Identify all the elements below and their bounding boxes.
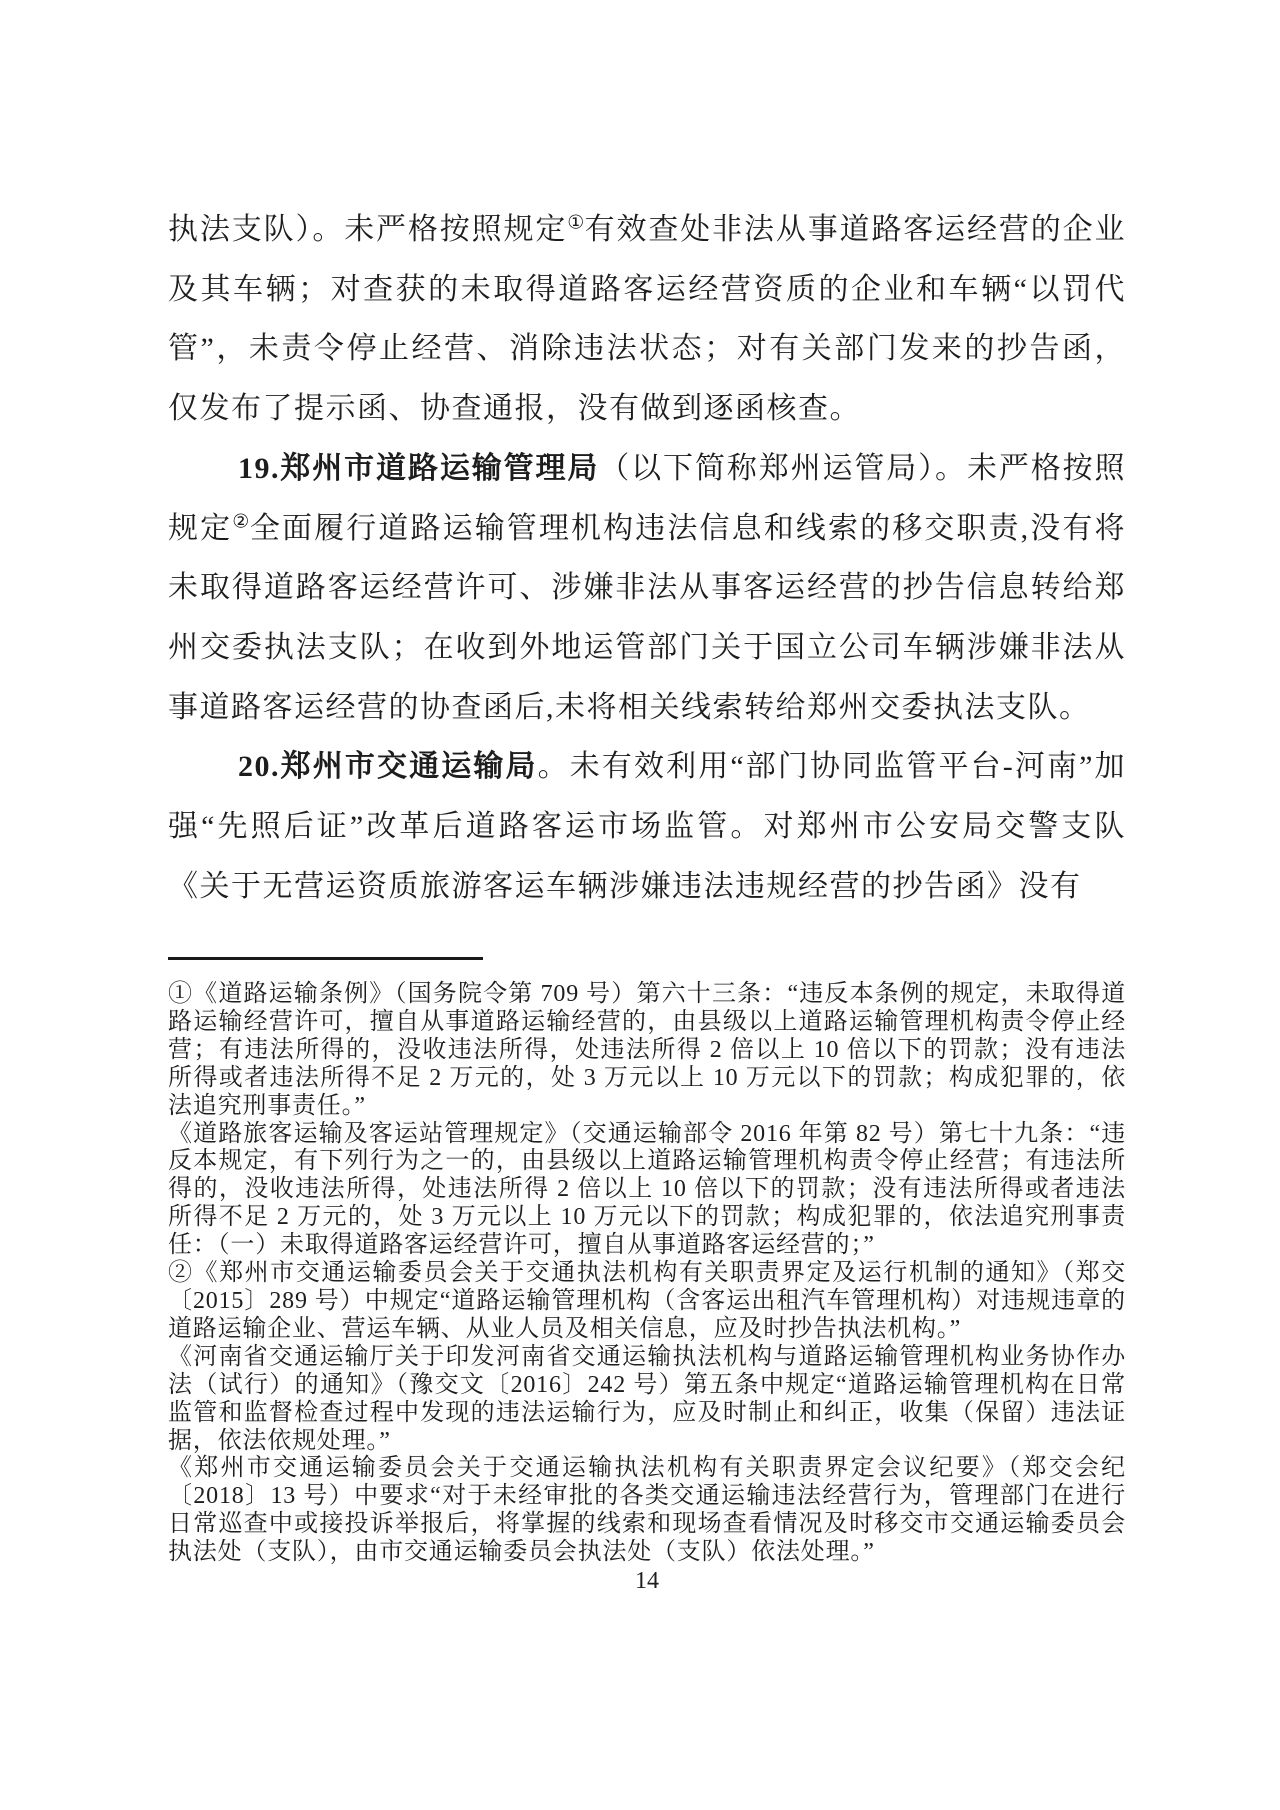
item-20-text-a: 。未有效利用“部门协同监管平台-河南”加强“先照后证”改革后道路客运市场监管。对郑州市公安局交警支队《关于无营运资质旅游客运车辆涉嫌违法违规经营的抄告函》没有: [168, 750, 1127, 903]
item-19-text-b: 全面履行道路运输管理机构违法信息和线索的移交职责,没有将未取得道路客运经营许可、涉嫌非法从事客运经营的抄告信息转给郑州交委执法支队；在收到外地运管部门关于国立公司车辆涉嫌非法从事道路客运经营的协查函后,未将相关线索转给郑州交委执法支队。: [168, 511, 1126, 724]
footnote-2-paragraph-b: 《河南省交通运输厅关于印发河南省交通运输执法机构与道路运输管理机构业务协作办法（试行）的通知》（豫交文〔2016〕242 号）第五条中规定“道路运输管理机构在日常监管和监督检查过程中发现的违法运输行为，应及时制止和纠正，收集（保留）违法证据，依法依规处理。”: [168, 1343, 1126, 1454]
footnote-ref-1: ①: [567, 212, 585, 234]
item-19-text-a: （以下简称郑州运管局）。未严格按照规定: [168, 451, 1127, 545]
paragraph-continuation-text-b: 有效查处非法从事道路客运经营的企业及其车辆；对查获的未取得道路客运经营资质的企业和车辆“以罚代管”，未责令停止经营、消除违法状态；对有关部门发来的抄告函，仅发布了提示函、协查通报，没有做到逐函核查。: [168, 213, 1126, 426]
footnote-2-paragraph-c: 《郑州市交通运输委员会关于交通运输执法机构有关职责界定会议纪要》（郑交会纪〔2018〕13 号）中要求“对于未经审批的各类交通运输违法经营行为，管理部门在进行日常巡查中或接投诉举报后，将掌握的线索和现场查看情况及时移交市交通运输委员会执法处（支队），由市交通运输委员会执法处（支队）依法处理。”: [168, 1455, 1126, 1566]
footnote-ref-2: ②: [232, 511, 250, 533]
paragraph-continuation: [168, 200, 1126, 439]
paragraph-item-19: [168, 439, 1126, 738]
paragraph-item-20: [168, 737, 1126, 916]
footnote-1-paragraph-a: ①《道路运输条例》（国务院令第 709 号）第六十三条：“违反本条例的规定，未取得道路运输经营许可，擅自从事道路运输经营的，由县级以上道路运输管理机构责令停止经营；有违法所得的，没收违法所得，处违法所得 2 倍以上 10 倍以下的罚款；没有违法所得或者违法所得不足 2 万元的，处 3 万元以上 10 万元以下的罚款；构成犯罪的，依法追究刑事责任。”: [168, 981, 1126, 1119]
item-19-heading: 19.郑州市道路运输管理局: [238, 451, 600, 485]
footnote-2-paragraph-a: ②《郑州市交通运输委员会关于交通执法机构有关职责界定及运行机制的通知》（郑交〔2015〕289 号）中规定“道路运输管理机构（含客运出租汽车管理机构）对违规违章的道路运输企业、营运车辆、从业人员及相关信息，应及时抄告执法机构。”: [168, 1260, 1126, 1342]
item-20-heading: 20.郑州市交通运输局: [238, 750, 538, 784]
body-text: [168, 200, 1126, 916]
page-number: 14: [635, 1568, 659, 1594]
footnote-separator: [168, 957, 483, 960]
footnote-1-paragraph-b: 《道路旅客运输及客运站管理规定》（交通运输部令 2016 年第 82 号）第七十九条：“违反本规定，有下列行为之一的，由县级以上道路运输管理机构责令停止经营；有违法所得的，没收违法所得，处违法所得 2 倍以上 10 倍以下的罚款；没有违法所得或者违法所得不足 2 万元的，处 3 万元以上 10 万元以下的罚款；构成犯罪的，依法追究刑事责任：（一）未取得道路客运经营许可，擅自从事道路客运经营的；”: [168, 1120, 1126, 1259]
footnotes-section: [168, 981, 1126, 1567]
paragraph-continuation-text-a: 执法支队）。未严格按照规定: [168, 213, 568, 246]
